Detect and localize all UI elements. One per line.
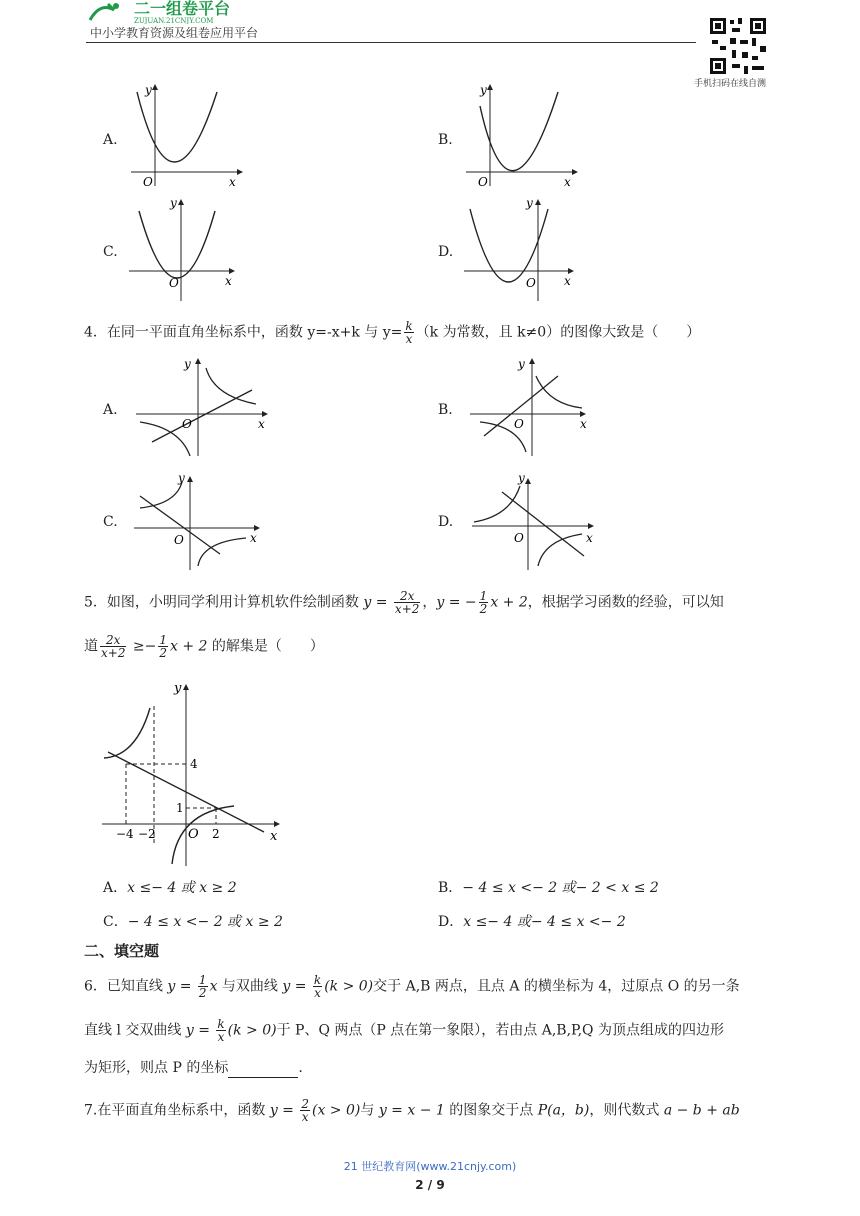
q3-option-b-label: B. [438, 132, 453, 148]
q3-option-c-label: C. [103, 244, 118, 260]
svg-text:x: x [258, 417, 265, 431]
footer-site-link[interactable]: 21 世纪教育网(www.21cnjy.com) [343, 1160, 517, 1173]
label-y4: 4 [190, 757, 198, 771]
svg-text:y: y [526, 196, 533, 210]
svg-text:O: O [174, 533, 184, 547]
q5-option-b[interactable]: B．− 4 ≤ x <− 2 或− 2 < x ≤ 2 [438, 880, 659, 896]
q5-option-a[interactable]: A．x ≤− 4 或 x ≥ 2 [103, 880, 237, 896]
header-subtitle: 中小学教育资源及组卷应用平台 [90, 26, 259, 40]
svg-text:O: O [478, 175, 488, 189]
question-6-line1: 6．已知直线 y = $\frac{1}{2}$ x 与双曲线 y = $\frac{k}{x}$ (k > 0)交于 A,B 两点，且点 A 的横坐标为 4，过原点 O 的另一条 [84, 973, 740, 1000]
svg-text:x: x [270, 829, 278, 844]
svg-text:O: O [514, 531, 524, 545]
svg-text:x: x [586, 531, 593, 545]
question-5-stem-line2: 道 $\frac{2x}{x+2}$ ≥− $\frac{1}{2}$ x + 2 的解集是（ ） [84, 633, 324, 660]
svg-text:x: x [564, 274, 571, 288]
question-6-line3: 为矩形，则点 P 的坐标 . [84, 1060, 303, 1076]
qr-caption: 手机扫码在线自测 [694, 79, 767, 89]
q4-graph-a [132, 352, 277, 460]
svg-text:y: y [178, 471, 185, 485]
question-6-line2: 直线 l 交双曲线 y = $\frac{k}{x}$ (k > 0)于 P、Q 两点（P 点在第一象限），若由点 A,B,P,Q 为顶点组成的四边形 [84, 1017, 724, 1044]
svg-text:y: y [518, 357, 525, 371]
svg-text:O: O [182, 417, 192, 431]
q5-option-c[interactable]: C．− 4 ≤ x <− 2 或 x ≥ 2 [103, 914, 283, 930]
label-y1: 1 [176, 801, 184, 815]
svg-text:O: O [169, 276, 179, 290]
q4-option-b-label: B. [438, 402, 453, 418]
q4-graph-b [466, 352, 596, 460]
q3-option-d-label: D. [438, 244, 454, 260]
svg-text:y: y [480, 83, 487, 97]
q3-graph-a [125, 82, 245, 190]
svg-text:x: x [250, 531, 257, 545]
svg-text:x: x [225, 274, 232, 288]
q4-option-a-label: A. [103, 402, 118, 418]
q5-graph [98, 676, 288, 868]
svg-text:x: x [564, 175, 571, 189]
svg-text:O: O [526, 276, 536, 290]
svg-text:y: y [145, 83, 152, 97]
q3-graph-b [460, 82, 580, 190]
site-logo [86, 0, 276, 24]
question-4-stem: 4．在同一平面直角坐标系中，函数 y=-x+k 与 y= $\frac{k}{x}$ （k 为常数，且 k≠0）的图像大致是（ ） [84, 319, 701, 346]
q3-graph-c [125, 195, 245, 303]
q4-graph-d [468, 466, 603, 574]
answer-blank[interactable] [228, 1063, 298, 1078]
page-number: 2 / 9 [415, 1178, 445, 1192]
svg-text:y: y [184, 357, 191, 371]
svg-text:O: O [143, 175, 153, 189]
svg-text:y: y [170, 196, 177, 210]
svg-text:y: y [518, 471, 525, 485]
q5-option-d[interactable]: D．x ≤− 4 或− 4 ≤ x <− 2 [438, 914, 626, 930]
label-xm4: −4 [116, 827, 134, 841]
q4-option-d-label: D. [438, 514, 454, 530]
svg-text:x: x [229, 175, 236, 189]
logo-sub: ZUJUAN.21CNJY.COM [134, 17, 214, 24]
svg-text:O: O [514, 417, 524, 431]
q3-option-a-label: A. [103, 132, 118, 148]
label-x2: 2 [212, 827, 220, 841]
q4-option-c-label: C. [103, 514, 118, 530]
logo-text: 二一组卷平台 [134, 0, 231, 18]
q4-graph-c [130, 466, 270, 574]
section-title: 二、填空题 [84, 942, 160, 960]
label-xm2: −2 [138, 827, 156, 841]
q3-graph-d [460, 195, 580, 303]
question-5-stem-line1: 5．如图，小明同学利用计算机软件绘制函数 y = $\frac{2x}{x+2}$ ，y = − $\frac{1}{2}$ x + 2，根据学习函数的经验，可以知 [84, 589, 724, 616]
svg-text:x: x [580, 417, 587, 431]
header-divider [86, 42, 696, 43]
svg-text:O: O [188, 827, 199, 842]
question-7-line1: 7.在平面直角坐标系中，函数 y = $\frac{2}{x}$ (x > 0)与 y = x − 1 的图象交于点 P(a，b)，则代数式 a − b + ab [84, 1097, 740, 1124]
svg-text:y: y [174, 681, 182, 696]
qr-code-icon[interactable] [708, 16, 768, 76]
